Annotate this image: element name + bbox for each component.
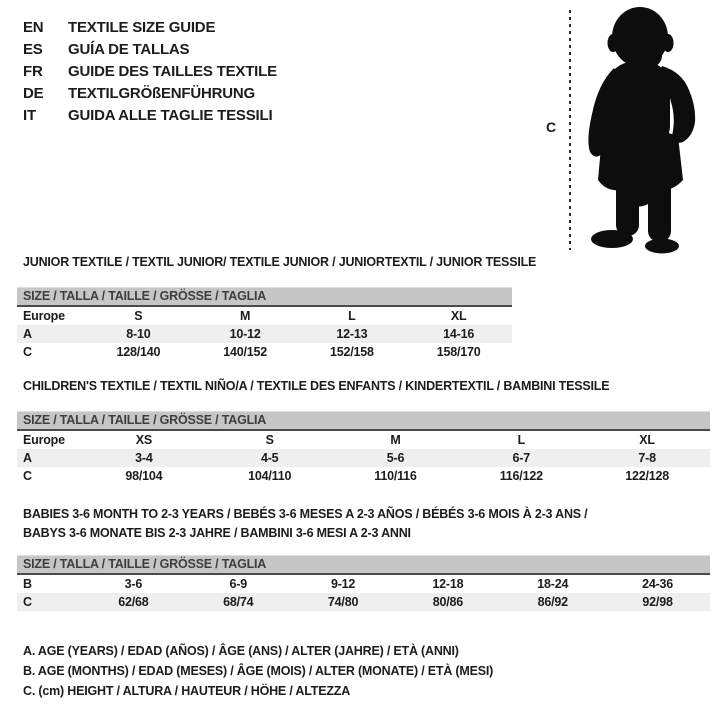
table-row — [17, 325, 512, 343]
table-cell: 18-24 — [537, 577, 569, 591]
junior-table-title: JUNIOR TEXTILE / TEXTIL JUNIOR/ TEXTILE JUNIOR / JUNIORTEXTIL / JUNIOR TESSILE — [23, 255, 537, 269]
babies-table-title — [17, 505, 710, 543]
row-label: C — [23, 469, 32, 483]
table-cell: 104/110 — [248, 469, 292, 483]
row-label: A — [23, 327, 32, 341]
row-label: C — [23, 345, 32, 359]
table-cell: 9-12 — [330, 577, 356, 591]
table-row — [17, 307, 512, 325]
row-label: A — [23, 451, 32, 465]
table-cell: M — [390, 433, 401, 447]
table-cell: 62/68 — [118, 595, 149, 609]
table-cell: 14-16 — [443, 327, 475, 341]
table-cell: 140/152 — [223, 345, 268, 359]
row-label: B — [23, 577, 32, 591]
children-size-table — [17, 431, 710, 485]
table-cell: 92/98 — [642, 595, 673, 609]
table-cell: S — [134, 309, 143, 323]
language-title: GUIDE DES TAILLES TEXTILE — [68, 63, 277, 80]
table-cell: 5-6 — [386, 451, 405, 465]
height-measure-label: C — [545, 119, 557, 135]
toddler-silhouette-image — [582, 4, 704, 254]
junior-size-header: SIZE / TALLA / TAILLE / GRÖSSE / TAGLIA — [17, 287, 512, 307]
table-cell: S — [265, 433, 274, 447]
footnote-legend — [23, 641, 493, 701]
language-code: EN — [23, 19, 44, 36]
language-code: DE — [23, 85, 44, 102]
table-cell: 12-13 — [336, 327, 368, 341]
row-label: C — [23, 595, 32, 609]
table-cell: 4-5 — [260, 451, 279, 465]
table-cell: 6-7 — [512, 451, 531, 465]
table-cell: 86/92 — [537, 595, 568, 609]
children-size-header: SIZE / TALLA / TAILLE / GRÖSSE / TAGLIA — [17, 411, 710, 431]
children-table-section — [17, 379, 710, 485]
junior-table-section — [17, 255, 537, 361]
language-title: GUIDA ALLE TAGLIE TESSILI — [68, 107, 273, 124]
height-measure-dotted-line — [569, 10, 571, 250]
language-title: TEXTILE SIZE GUIDE — [68, 19, 216, 36]
table-cell: 6-9 — [229, 577, 247, 591]
table-cell: L — [348, 309, 356, 323]
table-row — [17, 449, 710, 467]
table-cell: 68/74 — [223, 595, 254, 609]
table-cell: 152/158 — [329, 345, 374, 359]
table-cell: 98/104 — [125, 469, 163, 483]
table-cell: 12-18 — [432, 577, 464, 591]
babies-size-table — [17, 575, 710, 611]
babies-title-line-1: BABIES 3-6 MONTH TO 2-3 YEARS / BEBÉS 3-6 MESES A 2-3 AÑOS / BÉBÉS 3-6 MOIS À 2-3 ANS / — [23, 507, 588, 521]
table-cell: 116/122 — [499, 469, 543, 483]
table-cell: L — [517, 433, 525, 447]
table-cell: 3-4 — [135, 451, 153, 465]
table-row — [17, 431, 710, 449]
table-cell: 8-10 — [126, 327, 151, 341]
babies-size-header: SIZE / TALLA / TAILLE / GRÖSSE / TAGLIA — [17, 555, 710, 575]
junior-size-table — [17, 307, 512, 361]
table-row — [17, 593, 710, 611]
table-cell: 7-8 — [638, 451, 656, 465]
table-cell: 80/86 — [432, 595, 464, 609]
language-code: FR — [23, 63, 43, 80]
table-row — [17, 467, 710, 485]
footnote-a: A. AGE (YEARS) / EDAD (AÑOS) / ÂGE (ANS) / ALTER (JAHRE) / ETÀ (ANNI) — [23, 644, 459, 658]
language-title: GUÍA DE TALLAS — [68, 41, 190, 58]
table-cell: 128/140 — [116, 345, 161, 359]
table-cell: XS — [135, 433, 153, 447]
table-row — [17, 575, 710, 593]
row-label: Europe — [23, 309, 65, 323]
row-label: Europe — [23, 433, 65, 447]
table-cell: XL — [639, 433, 655, 447]
language-code: ES — [23, 41, 43, 58]
table-cell: 110/116 — [374, 469, 417, 483]
table-cell: 3-6 — [124, 577, 143, 591]
table-cell: 24-36 — [642, 577, 674, 591]
table-cell: 158/170 — [436, 345, 481, 359]
footnote-b: B. AGE (MONTHS) / EDAD (MESES) / ÂGE (MOIS) / ALTER (MONATE) / ETÀ (MESI) — [23, 664, 494, 678]
table-row — [17, 343, 512, 361]
table-cell: 10-12 — [229, 327, 261, 341]
babies-table-section — [17, 505, 710, 611]
table-cell: XL — [450, 309, 467, 323]
language-list — [23, 17, 277, 127]
table-cell: 122/128 — [625, 469, 669, 483]
footnote-c: C. (cm) HEIGHT / ALTURA / HAUTEUR / HÖHE / ALTEZZA — [23, 684, 351, 698]
children-table-title: CHILDREN'S TEXTILE / TEXTIL NIÑO/A / TEXTILE DES ENFANTS / KINDERTEXTIL / BAMBINI TESSILE — [23, 379, 610, 393]
table-cell: M — [240, 309, 251, 323]
language-code: IT — [23, 107, 36, 124]
table-cell: 74/80 — [327, 595, 359, 609]
language-title: TEXTILGRÖßENFÜHRUNG — [68, 85, 256, 102]
babies-title-line-2: BABYS 3-6 MONATE BIS 2-3 JAHRE / BAMBINI 3-6 MESI A 2-3 ANNI — [23, 526, 411, 540]
